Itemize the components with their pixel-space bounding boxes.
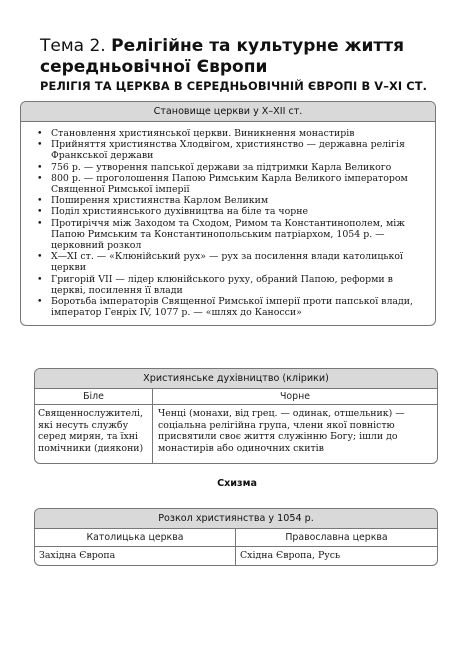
list-item: • Протиріччя між Заходом та Сходом, Римом та Константинополем, між Папою Римським та Константинопольським патріархом, 1054 р. — церковний розкол [37, 217, 405, 252]
topic-title [40, 36, 440, 78]
black-clergy-cell: Ченці (монахи, від грец. — одинак, отшельник) — соціальна релігійна група, члени якої повністю присвятили своє життя служінню Богу; ішли до монастирів або одиночних скитів [158, 408, 405, 454]
schism-column-headers [35, 529, 437, 547]
schism-heading: Розкол християнства у 1054 р. [35, 509, 437, 529]
list-item: • Становлення християнської церкви. Виникнення монастирів [37, 128, 355, 139]
list-item: • Поділ християнського духівництва на біле та чорне [37, 206, 309, 218]
white-clergy-cell: Священнослужителі, які несуть службу серед мирян, та їхні помічники (диякони) [35, 405, 153, 463]
list-item: • 800 р. — проголошення Папою Римським Карла Великого імператором Священної Римської імперії [37, 172, 408, 196]
bullet-icon: • [37, 251, 43, 263]
bullet-icon: • [37, 195, 43, 207]
bullet-icon: • [37, 161, 43, 173]
church-status-heading: Становище церкви у X–XII ст. [21, 102, 435, 122]
bullet-icon: • [37, 217, 43, 229]
topic-prefix: Тема 2. [40, 36, 106, 56]
list-item: • Прийняття християнства Хлодвігом, християнство — державна релігія Франкської держави [37, 139, 405, 162]
church-status-box [20, 101, 436, 326]
schema-label: Схизма [217, 478, 257, 489]
orthodox-region-cell: Східна Європа, Русь [240, 550, 341, 561]
bullet-icon: • [37, 128, 43, 139]
list-item: • 756 р. — утворення папської держави за підтримки Карла Великого [37, 161, 392, 173]
list-item: • Григорій VII — лідер клюнійського руху, обраний Папою, реформи в церкві, посилення її влади [37, 273, 393, 296]
list-item: • Боротьба імператорів Священної Римської імперії проти папської влади, імператор Генріх IV, 1077 р. — «шлях до Каносси» [37, 296, 414, 319]
table-row [35, 405, 437, 463]
clergy-column-headers [35, 389, 437, 405]
bullet-icon: • [37, 273, 43, 285]
list-item: • Поширення християнства Карлом Великим [37, 195, 269, 207]
table-row [35, 547, 437, 565]
bullet-icon: • [37, 139, 43, 151]
bullet-icon: • [37, 172, 43, 184]
topic-name: Релігійне та культурне життя середньовічної Європи [40, 36, 405, 77]
bullet-icon: • [37, 206, 43, 218]
column-black: Чорне [279, 391, 310, 402]
column-white: Біле [35, 389, 153, 404]
church-status-list [21, 122, 435, 318]
catholic-region-cell: Західна Європа [35, 547, 236, 565]
list-item: • X—XI ст. — «Клюнійський рух» — рух за посилення влади католицької церкви [37, 251, 404, 274]
bullet-icon: • [37, 296, 43, 308]
column-catholic: Католицька церква [35, 529, 236, 546]
schism-table [34, 508, 438, 566]
clergy-table [34, 368, 438, 464]
clergy-heading: Християнське духівництво (клірики) [35, 369, 437, 389]
section-heading: РЕЛІГІЯ ТА ЦЕРКВА В СЕРЕДНЬОВІЧНІЙ ЄВРОПІ В V–XI СТ. [40, 79, 428, 93]
column-orthodox: Православна церква [285, 532, 388, 543]
